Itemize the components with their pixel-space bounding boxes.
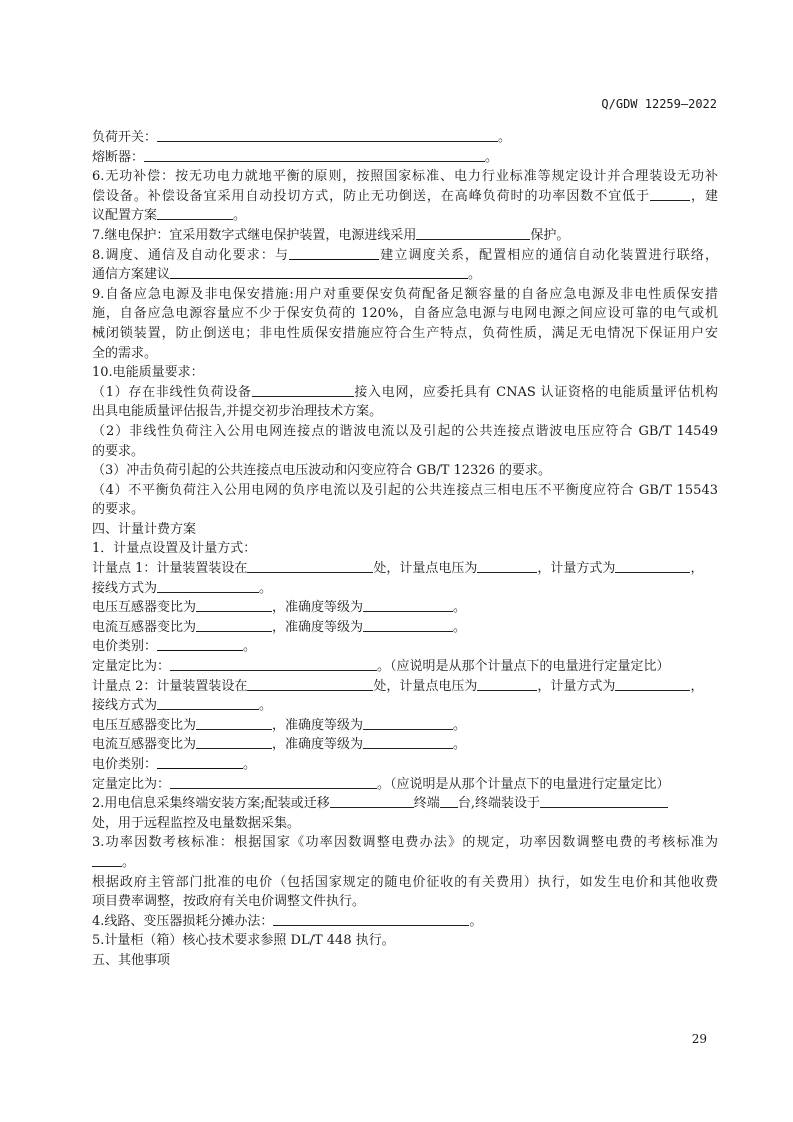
paragraph-line: 3.功率因数考核标准：根据国家《功率因数调整电费办法》的规定，功率因数调整电费的考核标准为: [92, 835, 718, 851]
fixed-ratio-line: 定量定比为： 。（应说明是从那个计量点下的电量进行定量定比）: [92, 776, 670, 792]
tariff-category-line: 电价类别： 。: [92, 757, 257, 772]
terminal-install-line: 2.用电信息采集终端安装方案;配装或迁移 终端 台,终端装设于: [92, 794, 718, 814]
paragraph-line: 根据政府主管部门批准的电价（包括国家规定的随电价征收的有关费用）执行，如发生电价和其他收费: [92, 874, 718, 890]
blank-field[interactable]: [252, 383, 354, 397]
paragraph-line: 出具电能质量评估报告,并提交初步治理技术方案。: [92, 404, 383, 420]
blank-field[interactable]: [157, 755, 243, 769]
paragraph-line: 7.继电保护：宜采用数字式继电保护装置，电源进线采用 保护。: [92, 227, 570, 243]
blank-field[interactable]: [170, 657, 377, 671]
blank-field[interactable]: [650, 187, 690, 201]
paragraph-line: （4）不平衡负荷注入公用电网的负序电流以及引起的公共连接点三相电压不平衡度应符合 GB/T 15543: [92, 482, 718, 498]
fixed-ratio-line: 定量定比为： 。（应说明是从那个计量点下的电量进行定量定比）: [92, 659, 670, 675]
blank-field[interactable]: [363, 598, 453, 612]
line-fuse: 熔断器： 。: [92, 149, 499, 165]
document-code: Q/GDW 12259—2022: [601, 97, 717, 111]
blank-field[interactable]: [416, 226, 530, 240]
blank-field[interactable]: [615, 559, 690, 573]
paragraph-line: 9.自备应急电源及非电保安措施:用户对重要保安负荷配备足额容量的自备应急电源及非电性质保安措: [92, 286, 718, 302]
wiring-mode-line: 接线方式为 。: [92, 698, 273, 714]
blank-field[interactable]: [196, 618, 272, 632]
tariff-category-line: 电价类别： 。: [92, 639, 257, 655]
blank-field[interactable]: [157, 696, 259, 710]
blank-field[interactable]: [330, 794, 414, 808]
paragraph-line: 的要求。: [92, 443, 145, 459]
paragraph-line: （1）存在非线性负荷设备 接入电网，应委托具有 CNAS 认证资格的电能质量评估机构: [92, 384, 718, 400]
section-heading: 四、计量计费方案: [92, 521, 197, 537]
loss-allocation-line: 4.线路、变压器损耗分摊办法： 。: [92, 913, 483, 929]
blank-field[interactable]: [196, 735, 272, 749]
page-number: 29: [691, 1032, 707, 1046]
metering-point-1-line: 计量点 1：计量装置装设在 处，计量点电压为 ，计量方式为 ，: [92, 561, 704, 577]
paragraph-line: 。: [92, 853, 718, 873]
blank-field[interactable]: [363, 618, 453, 632]
line-load-switch: 负荷开关： 。: [92, 130, 512, 145]
metering-point-2-line: 计量点 2：计量装置装设在 处，计量点电压为 ，计量方式为 ，: [92, 678, 704, 694]
section-heading: 10.电能质量要求：: [92, 365, 204, 381]
blank-field[interactable]: [477, 677, 537, 691]
blank-field[interactable]: [92, 853, 122, 867]
blank-field[interactable]: [196, 598, 272, 612]
blank-field[interactable]: [289, 246, 379, 260]
subsection-heading: 1．计量点设置及计量方式：: [92, 541, 257, 557]
document-body: [92, 128, 718, 971]
wiring-mode-line: 接线方式为 。: [92, 580, 273, 596]
blank-field[interactable]: [196, 716, 272, 730]
blank-field[interactable]: [157, 206, 233, 220]
blank-field[interactable]: [363, 735, 453, 749]
paragraph-line: 6.无功补偿：按无功电力就地平衡的原则，按照国家标准、电力行业标准等规定设计并合理装设无功补: [92, 169, 718, 185]
paragraph-line: 处，用于远程监控及电量数据采集。: [92, 815, 301, 831]
blank-field[interactable]: [157, 579, 259, 593]
blank-field[interactable]: [273, 912, 469, 926]
section-heading: 五、其他事项: [92, 952, 171, 968]
blank-field[interactable]: [144, 148, 485, 162]
blank-field[interactable]: [157, 637, 243, 651]
ct-ratio-line: 电流互感器变比为 ，准确度等级为 。: [92, 737, 467, 753]
blank-field[interactable]: [170, 775, 377, 789]
blank-field[interactable]: [615, 677, 690, 691]
paragraph-line: 的要求。: [92, 502, 145, 518]
blank-field[interactable]: [477, 559, 537, 573]
paragraph-line: 通信方案建议 。: [92, 267, 482, 283]
pt-ratio-line: 电压互感器变比为 ，准确度等级为 。: [92, 717, 467, 733]
paragraph-line: 5.计量柜（箱）核心技术要求参照 DL/T 448 执行。: [92, 933, 395, 949]
paragraph-line: （3）冲击负荷引起的公共连接点电压波动和闪变应符合 GB/T 12326 的要求。: [92, 463, 552, 479]
paragraph-line: 项目费率调整，按政府有关电价调整文件执行。: [92, 894, 366, 910]
blank-field[interactable]: [170, 265, 468, 279]
paragraph-line: 偿设备。补偿设备宜采用自动投切方式，防止无功倒送，在高峰负荷时的功率因数不宜低于 ，建: [92, 188, 718, 204]
blank-field[interactable]: [247, 559, 373, 573]
blank-field[interactable]: [363, 716, 453, 730]
blank-field[interactable]: [440, 794, 458, 808]
pt-ratio-line: 电压互感器变比为 ，准确度等级为 。: [92, 600, 467, 616]
paragraph-line: 械闭锁装置，防止倒送电；非电性质保安措施应符合生产特点，负荷性质，满足无电情况下保证用户安: [92, 325, 718, 341]
paragraph-line: 全的需求。: [92, 345, 158, 361]
blank-field[interactable]: [540, 794, 668, 808]
paragraph-line: 施，自备应急电源容量应不少于保安负荷的 120%，自备应急电源与电网电源之间应设可靠的电气或机: [92, 306, 718, 322]
paragraph-line: （2）非线性负荷注入公用电网连接点的谐波电流以及引起的公共连接点谐波电压应符合 GB/T 14549: [92, 423, 718, 439]
blank-field[interactable]: [157, 128, 498, 142]
paragraph-line: 8.调度、通信及自动化要求：与 建立调度关系，配置相应的通信自动化装置进行联络，: [92, 247, 718, 263]
blank-field[interactable]: [247, 677, 373, 691]
paragraph-line: 议配置方案 。: [92, 208, 247, 224]
ct-ratio-line: 电流互感器变比为 ，准确度等级为 。: [92, 619, 467, 635]
